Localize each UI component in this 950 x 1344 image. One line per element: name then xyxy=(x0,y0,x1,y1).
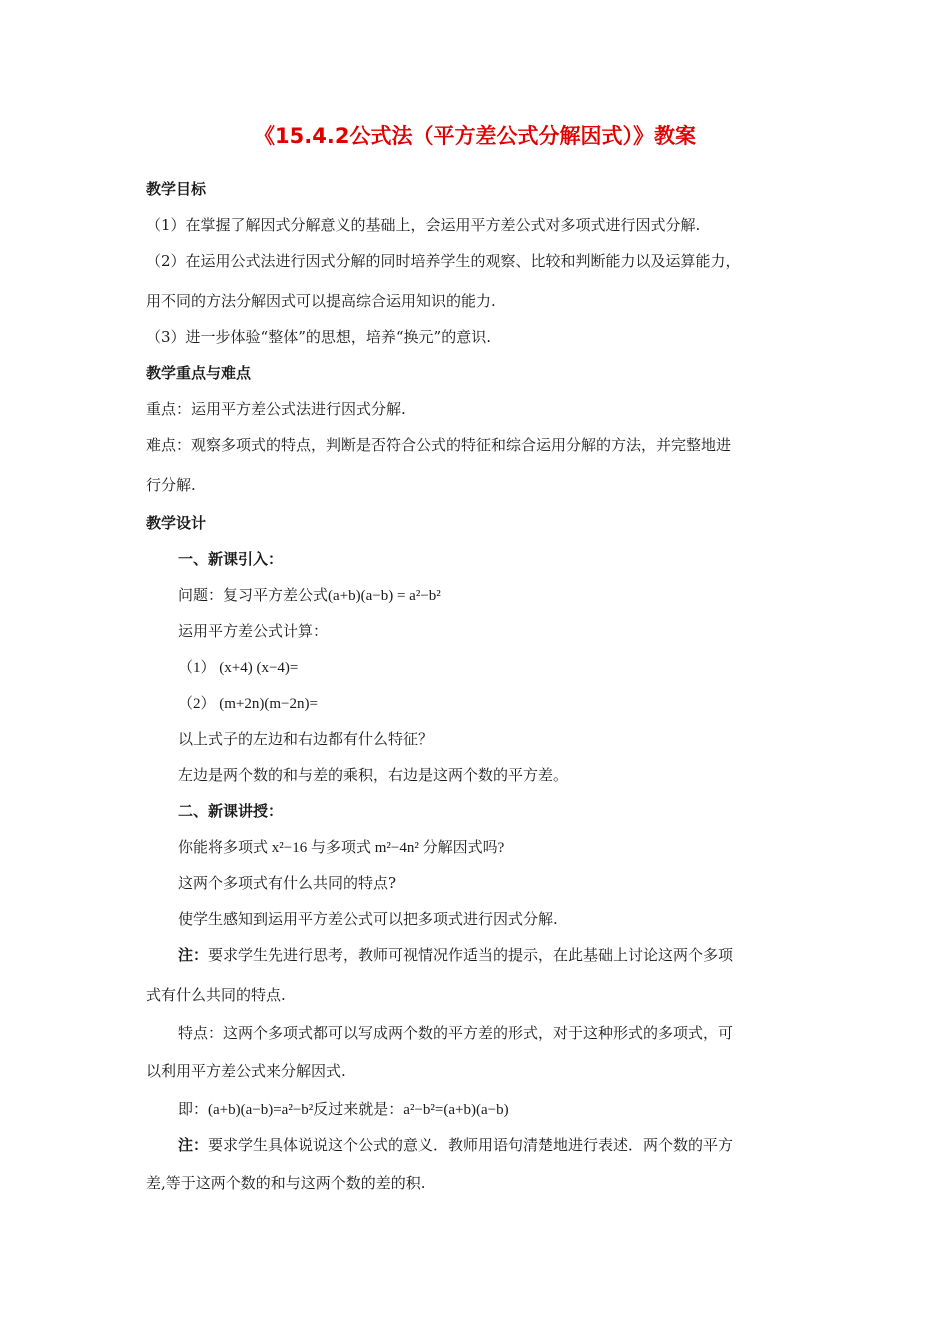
section-heading-goals: 教学目标 xyxy=(146,180,207,198)
section-heading-keypoints: 教学重点与难点 xyxy=(146,364,252,382)
note-1-line-2: 式有什么共同的特点. xyxy=(146,986,286,1004)
calc-intro: 运用平方差公式计算： xyxy=(178,622,329,640)
subsection-heading-lecture: 二、新课讲授： xyxy=(178,802,284,820)
hard-point-line-1: 难点：观察多项式的特点，判断是否符合公式的特征和综合运用分解的方法，并完整地进 xyxy=(146,436,732,454)
note-2-line-2: 差,等于这两个数的和与这两个数的差的积. xyxy=(146,1174,426,1192)
factor-question: 你能将多项式 x²−16 与多项式 m²−4n² 分解因式吗? xyxy=(178,840,505,856)
goal-1: （1）在掌握了解因式分解意义的基础上，会运用平方差公式对多项式进行因式分解. xyxy=(146,216,701,234)
note-2-text: 要求学生具体说说这个公式的意义．教师用语句清楚地进行表述．两个数的平方 xyxy=(208,1136,734,1154)
feature-line-2: 以利用平方差公式来分解因式. xyxy=(146,1062,346,1080)
perceive-text: 使学生感知到运用平方差公式可以把多项式进行因式分解. xyxy=(178,910,558,928)
note-1-label: 注： xyxy=(178,946,209,964)
common-question: 这两个多项式有什么共同的特点? xyxy=(178,874,397,892)
review-question: 问题：复习平方差公式(a+b)(a−b) = a²−b² xyxy=(178,588,441,604)
note-1-text: 要求学生先进行思考，教师可视情况作适当的提示，在此基础上讨论这两个多项 xyxy=(208,946,734,964)
goal-2-line-2: 用不同的方法分解因式可以提高综合运用知识的能力. xyxy=(146,292,496,310)
note-1-line-1 xyxy=(178,944,733,965)
feature-question: 以上式子的左边和右边都有什么特征？ xyxy=(178,730,434,748)
feature-line-1: 特点：这两个多项式都可以写成两个数的平方差的形式，对于这种形式的多项式，可 xyxy=(178,1024,734,1042)
feature-answer: 左边是两个数的和与差的乘积，右边是这两个数的平方差。 xyxy=(178,766,569,784)
note-2-label: 注： xyxy=(178,1136,209,1154)
subsection-heading-intro: 一、新课引入： xyxy=(178,550,284,568)
key-point: 重点：运用平方差公式法进行因式分解. xyxy=(146,400,406,418)
calc-item-1: （1） (x+4) (x−4)= xyxy=(178,660,299,676)
note-2-line-1 xyxy=(178,1134,733,1155)
goal-2-line-1: （2）在运用公式法进行因式分解的同时培养学生的观察、比较和判断能力以及运算能力， xyxy=(146,252,741,270)
section-heading-design: 教学设计 xyxy=(146,514,207,532)
hard-point-line-2: 行分解. xyxy=(146,476,196,494)
calc-item-2: （2） (m+2n)(m−2n)= xyxy=(178,696,318,712)
formula-line: 即：(a+b)(a−b)=a²−b²反过来就是：a²−b²=(a+b)(a−b) xyxy=(178,1102,509,1118)
page-title: 《15.4.2公式法（平方差公式分解因式）》教案 xyxy=(254,124,696,148)
goal-3: （3）进一步体验“整体”的思想，培养“换元”的意识. xyxy=(146,328,491,346)
